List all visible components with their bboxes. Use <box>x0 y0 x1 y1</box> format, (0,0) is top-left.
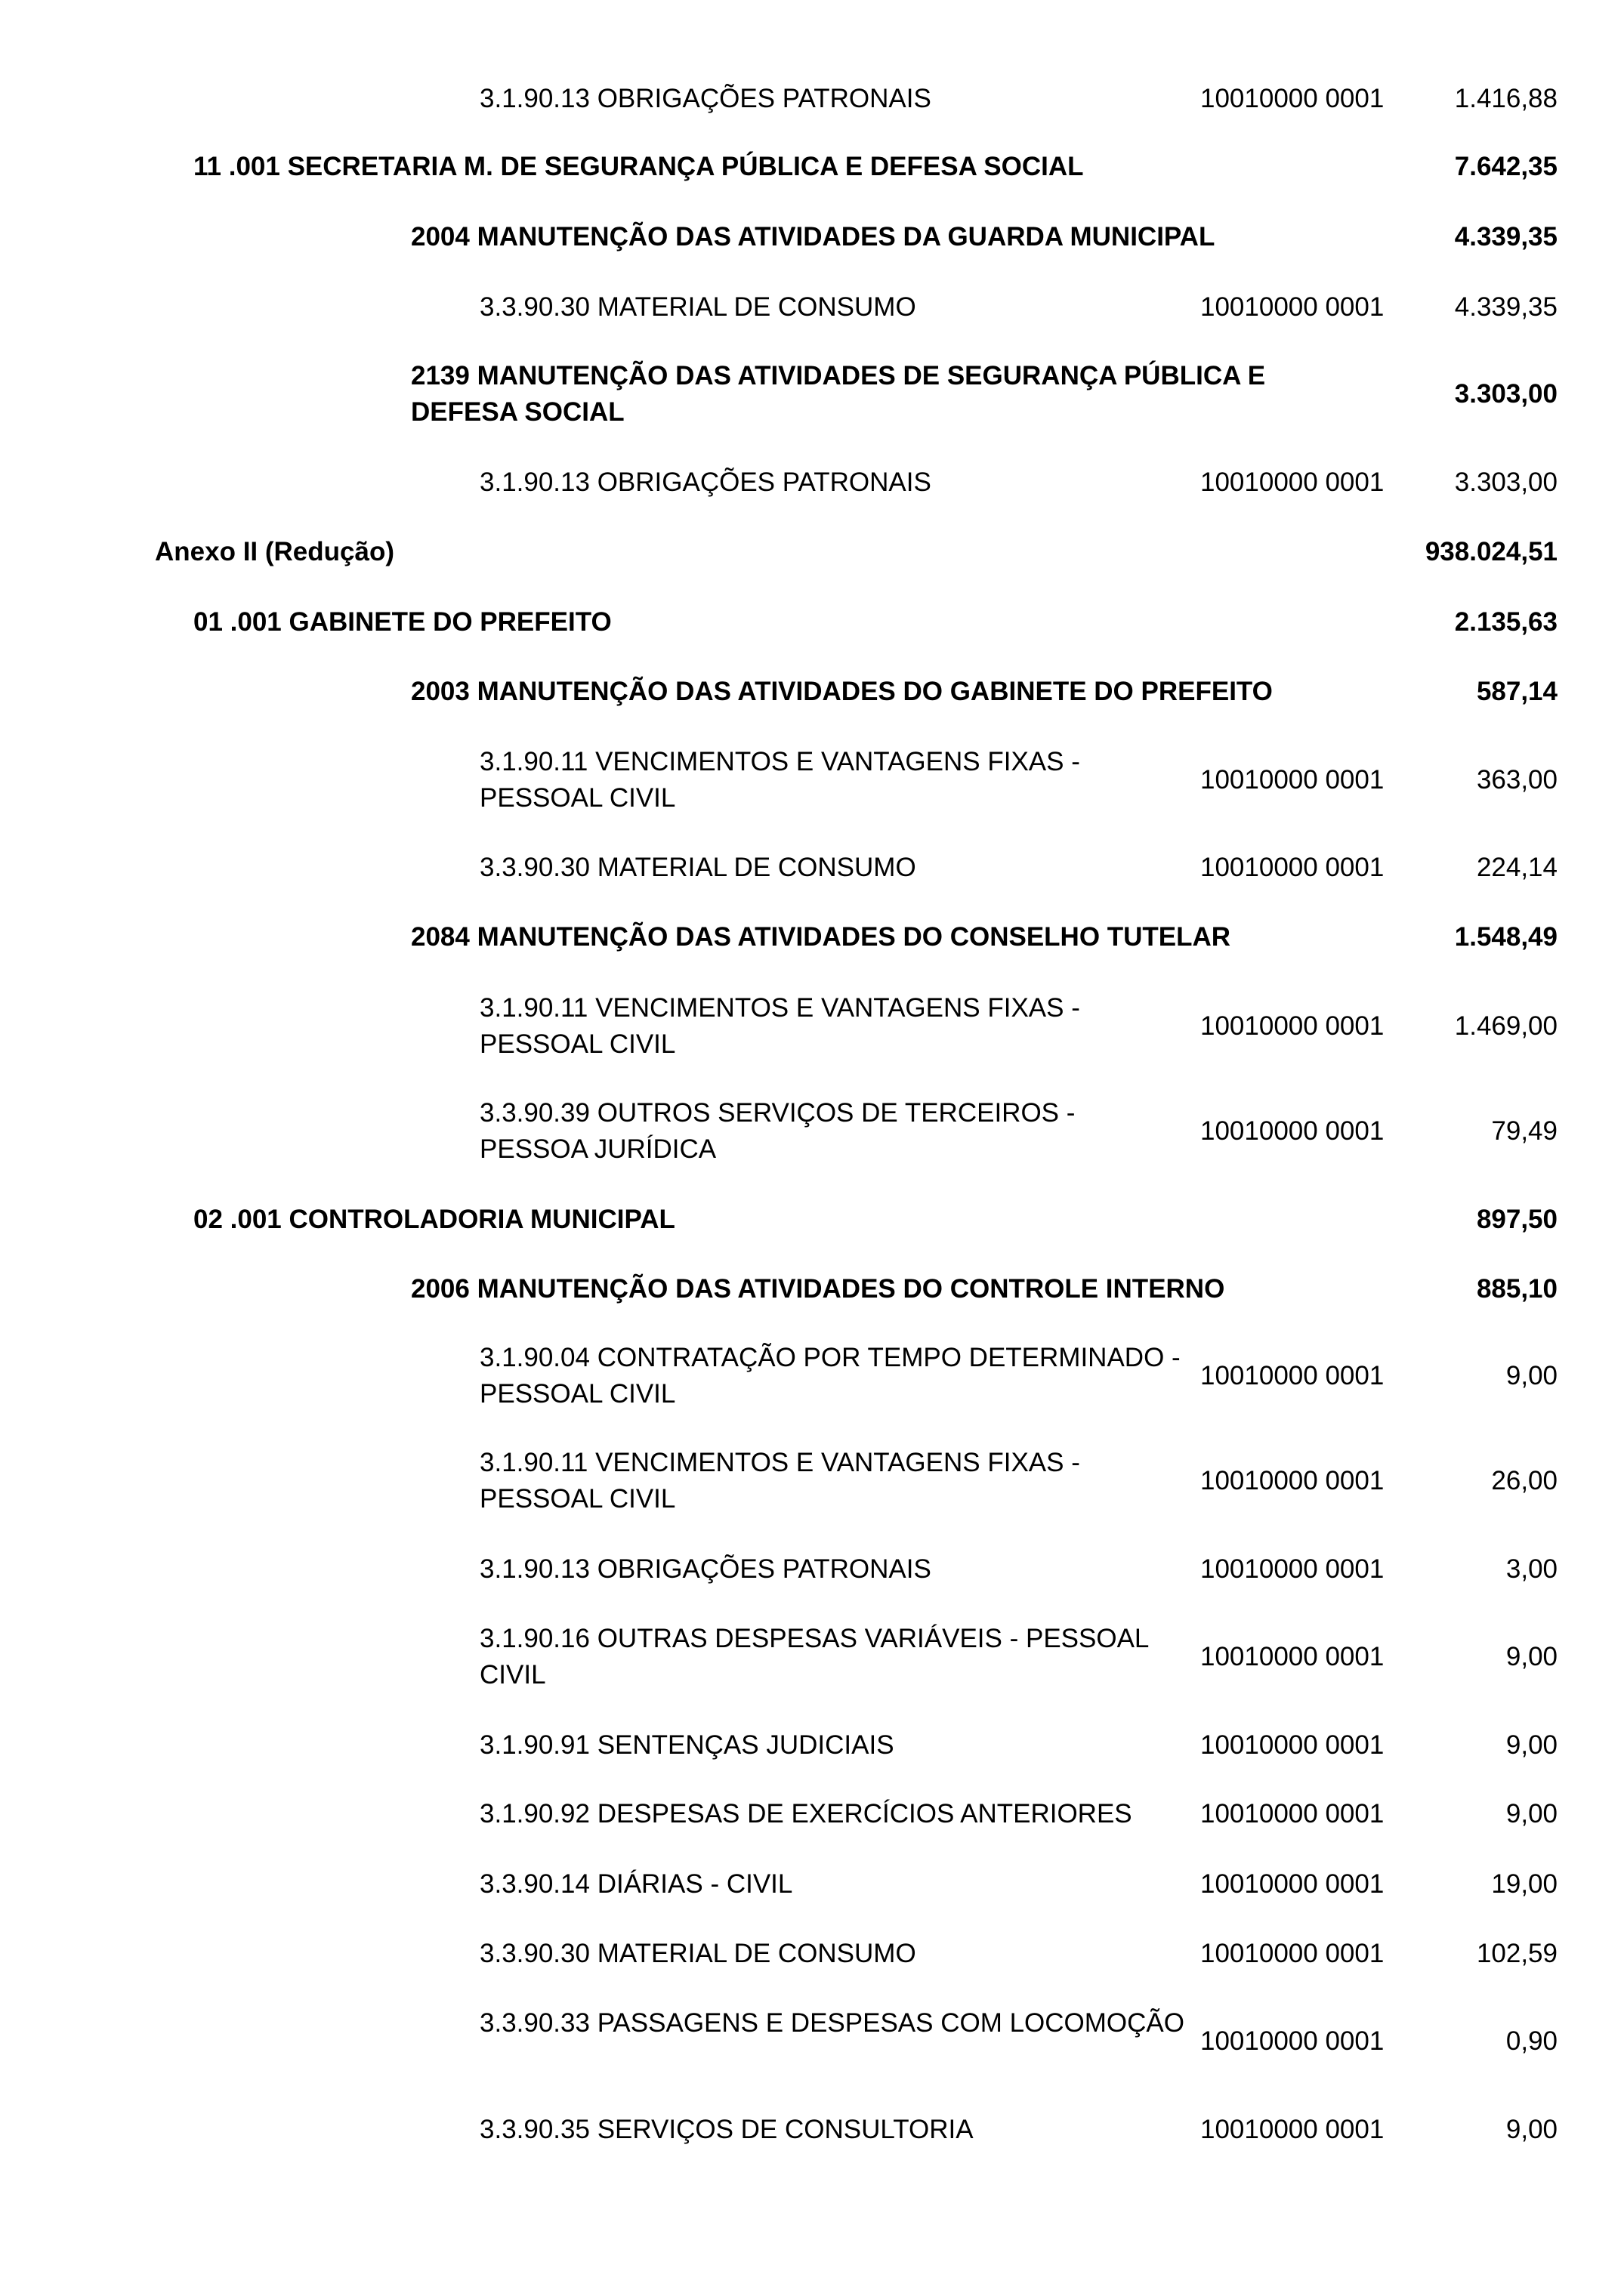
organ-description: 11 .001 SECRETARIA M. DE SEGURANÇA PÚBLICA E DEFESA SOCIAL <box>193 152 1084 181</box>
expense-item-source: 10010000 0001 <box>1200 1799 1385 1828</box>
action-value: 885,10 <box>1476 1274 1558 1304</box>
expense-item-row <box>0 744 1624 816</box>
expense-item-row <box>0 1621 1624 1693</box>
expense-item-value: 0,90 <box>1505 2026 1558 2056</box>
action-row <box>0 358 1624 430</box>
expense-item-value: 9,00 <box>1505 1642 1558 1671</box>
annex-title: Anexo II (Redução) <box>155 537 394 566</box>
expense-item-description: 3.1.90.11 VENCIMENTOS E VANTAGENS FIXAS - PESSOAL CIVIL <box>480 747 1080 813</box>
expense-item-description: 3.3.90.30 MATERIAL DE CONSUMO <box>480 1939 916 1968</box>
expense-item-row <box>0 1340 1624 1412</box>
action-value: 587,14 <box>1476 677 1558 706</box>
expense-item-row <box>0 1095 1624 1168</box>
expense-item-description: 3.1.90.13 OBRIGAÇÕES PATRONAIS <box>480 1554 931 1584</box>
expense-item-source: 10010000 0001 <box>1200 1642 1385 1671</box>
expense-item-row <box>0 2005 1624 2078</box>
expense-item-description: 3.1.90.13 OBRIGAÇÕES PATRONAIS <box>480 468 931 497</box>
expense-item-description: 3.1.90.16 OUTRAS DESPESAS VARIÁVEIS - PESSOAL CIVIL <box>480 1624 1149 1690</box>
expense-item-value: 363,00 <box>1476 765 1558 795</box>
expense-item-description: 3.1.90.13 OBRIGAÇÕES PATRONAIS <box>480 84 931 113</box>
expense-item-source: 10010000 0001 <box>1200 1554 1385 1584</box>
expense-item-source: 10010000 0001 <box>1200 468 1385 497</box>
expense-item-description: 3.3.90.30 MATERIAL DE CONSUMO <box>480 853 916 882</box>
expense-item-description: 3.1.90.11 VENCIMENTOS E VANTAGENS FIXAS - PESSOAL CIVIL <box>480 1448 1080 1514</box>
expense-item-source: 10010000 0001 <box>1200 1466 1385 1495</box>
expense-item-value: 4.339,35 <box>1454 292 1558 322</box>
expense-item-value: 9,00 <box>1505 1799 1558 1828</box>
action-value: 3.303,00 <box>1454 379 1558 409</box>
expense-item-value: 9,00 <box>1505 2115 1558 2144</box>
expense-item-source: 10010000 0001 <box>1200 2026 1385 2056</box>
action-value: 1.548,49 <box>1454 922 1558 952</box>
expense-item-description: 3.3.90.14 DIÁRIAS - CIVIL <box>480 1869 793 1899</box>
expense-item-source: 10010000 0001 <box>1200 853 1385 882</box>
expense-item-source: 10010000 0001 <box>1200 1939 1385 1968</box>
action-description: 2139 MANUTENÇÃO DAS ATIVIDADES DE SEGURANÇA PÚBLICA E DEFESA SOCIAL <box>411 361 1266 427</box>
expense-item-row <box>0 990 1624 1063</box>
annex-total: 938.024,51 <box>1425 537 1558 566</box>
organ-value: 7.642,35 <box>1454 152 1558 181</box>
organ-description: 02 .001 CONTROLADORIA MUNICIPAL <box>193 1205 675 1234</box>
expense-item-description: 3.3.90.33 PASSAGENS E DESPESAS COM LOCOMOÇÃO <box>480 2008 1185 2038</box>
expense-item-value: 19,00 <box>1491 1869 1558 1899</box>
expense-item-value: 26,00 <box>1491 1466 1558 1495</box>
expense-item-description: 3.3.90.39 OUTROS SERVIÇOS DE TERCEIROS - PESSOA JURÍDICA <box>480 1098 1076 1164</box>
expense-item-description: 3.1.90.92 DESPESAS DE EXERCÍCIOS ANTERIORES <box>480 1799 1132 1828</box>
expense-item-value: 79,49 <box>1491 1116 1558 1146</box>
expense-item-value: 3,00 <box>1505 1554 1558 1584</box>
organ-value: 2.135,63 <box>1454 607 1558 637</box>
expense-item-value: 224,14 <box>1476 853 1558 882</box>
expense-item-source: 10010000 0001 <box>1200 292 1385 322</box>
expense-item-description: 3.1.90.04 CONTRATAÇÃO POR TEMPO DETERMINADO - PESSOAL CIVIL <box>480 1343 1181 1409</box>
expense-item-source: 10010000 0001 <box>1200 1730 1385 1760</box>
expense-item-description: 3.3.90.30 MATERIAL DE CONSUMO <box>480 292 916 322</box>
action-description: 2084 MANUTENÇÃO DAS ATIVIDADES DO CONSELHO TUTELAR <box>411 922 1231 952</box>
action-description: 2003 MANUTENÇÃO DAS ATIVIDADES DO GABINETE DO PREFEITO <box>411 677 1273 706</box>
expense-item-source: 10010000 0001 <box>1200 1116 1385 1146</box>
expense-item-source: 10010000 0001 <box>1200 84 1385 113</box>
expense-item-source: 10010000 0001 <box>1200 1869 1385 1899</box>
expense-item-source: 10010000 0001 <box>1200 1361 1385 1390</box>
expense-item-value: 3.303,00 <box>1454 468 1558 497</box>
expense-item-source: 10010000 0001 <box>1200 765 1385 795</box>
organ-description: 01 .001 GABINETE DO PREFEITO <box>193 607 612 637</box>
action-description: 2004 MANUTENÇÃO DAS ATIVIDADES DA GUARDA MUNICIPAL <box>411 222 1215 252</box>
expense-item-value: 9,00 <box>1505 1361 1558 1390</box>
expense-item-row <box>0 1445 1624 1517</box>
expense-item-value: 9,00 <box>1505 1730 1558 1760</box>
expense-item-value: 102,59 <box>1476 1939 1558 1968</box>
expense-item-source: 10010000 0001 <box>1200 2115 1385 2144</box>
expense-item-description: 3.1.90.91 SENTENÇAS JUDICIAIS <box>480 1730 894 1760</box>
expense-item-source: 10010000 0001 <box>1200 1011 1385 1041</box>
expense-item-description: 3.3.90.35 SERVIÇOS DE CONSULTORIA <box>480 2115 974 2144</box>
expense-item-value: 1.416,88 <box>1454 84 1558 113</box>
action-description: 2006 MANUTENÇÃO DAS ATIVIDADES DO CONTROLE INTERNO <box>411 1274 1225 1304</box>
action-value: 4.339,35 <box>1454 222 1558 252</box>
expense-item-description: 3.1.90.11 VENCIMENTOS E VANTAGENS FIXAS - PESSOAL CIVIL <box>480 993 1080 1059</box>
expense-item-value: 1.469,00 <box>1454 1011 1558 1041</box>
organ-value: 897,50 <box>1476 1205 1558 1234</box>
